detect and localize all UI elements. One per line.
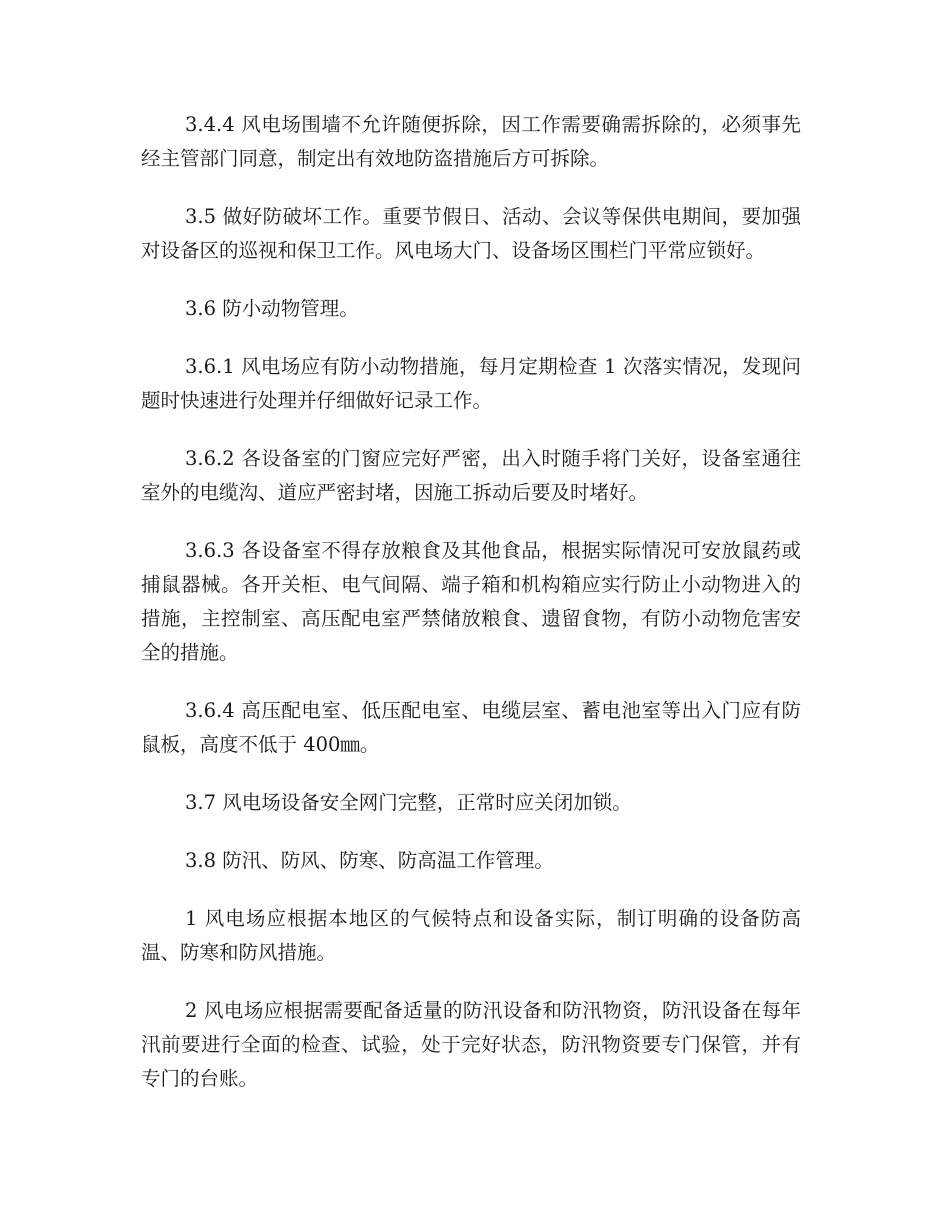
- paragraph-3-8: 3.8 防汛、防风、防寒、防高温工作管理。: [185, 849, 554, 872]
- paragraph-3-6-3: 3.6.3 各设备室不得存放粮食及其他食品，根据实际情况可安放鼠药或捕鼠器械。各开关柜、电气间隔、端子箱和机构箱应实行防止小动物进入的措施，主控制室、高压配电室严禁储放粮食、遗留食物，有防小动物危害安全的措施。: [141, 539, 801, 664]
- paragraph-3-4-4: 3.4.4 风电场围墙不允许随便拆除，因工作需要确需拆除的，必须事先经主管部门同意，制定出有效地防盗措施后方可拆除。: [141, 113, 801, 170]
- paragraph-3-6-4: 3.6.4 高压配电室、低压配电室、电缆层室、蓄电池室等出入门应有防鼠板，高度不低于 400㎜。: [141, 699, 801, 756]
- paragraph-3-6-1: 3.6.1 风电场应有防小动物措施，每月定期检查 1 次落实情况，发现问题时快速进行处理并仔细做好记录工作。: [141, 355, 801, 412]
- paragraph-3-6: 3.6 防小动物管理。: [185, 297, 359, 320]
- document-page: [141, 108, 801, 1120]
- paragraph-3-5: 3.5 做好防破坏工作。重要节假日、活动、会议等保供电期间，要加强对设备区的巡视和保卫工作。风电场大门、设备场区围栏门平常应锁好。: [141, 205, 801, 262]
- paragraph-3-6-2: 3.6.2 各设备室的门窗应完好严密，出入时随手将门关好，设备室通往室外的电缆沟、道应严密封堵，因施工拆动后要及时堵好。: [141, 447, 801, 504]
- paragraph-3-8-item-1: 1 风电场应根据本地区的气候特点和设备实际，制订明确的设备防高温、防寒和防风措施。: [141, 907, 801, 964]
- paragraph-3-8-item-2: 2 风电场应根据需要配备适量的防汛设备和防汛物资，防汛设备在每年汛前要进行全面的检查、试验，处于完好状态，防汛物资要专门保管，并有专门的台账。: [141, 999, 801, 1090]
- paragraph-3-7: 3.7 风电场设备安全网门完整，正常时应关闭加锁。: [185, 791, 632, 814]
